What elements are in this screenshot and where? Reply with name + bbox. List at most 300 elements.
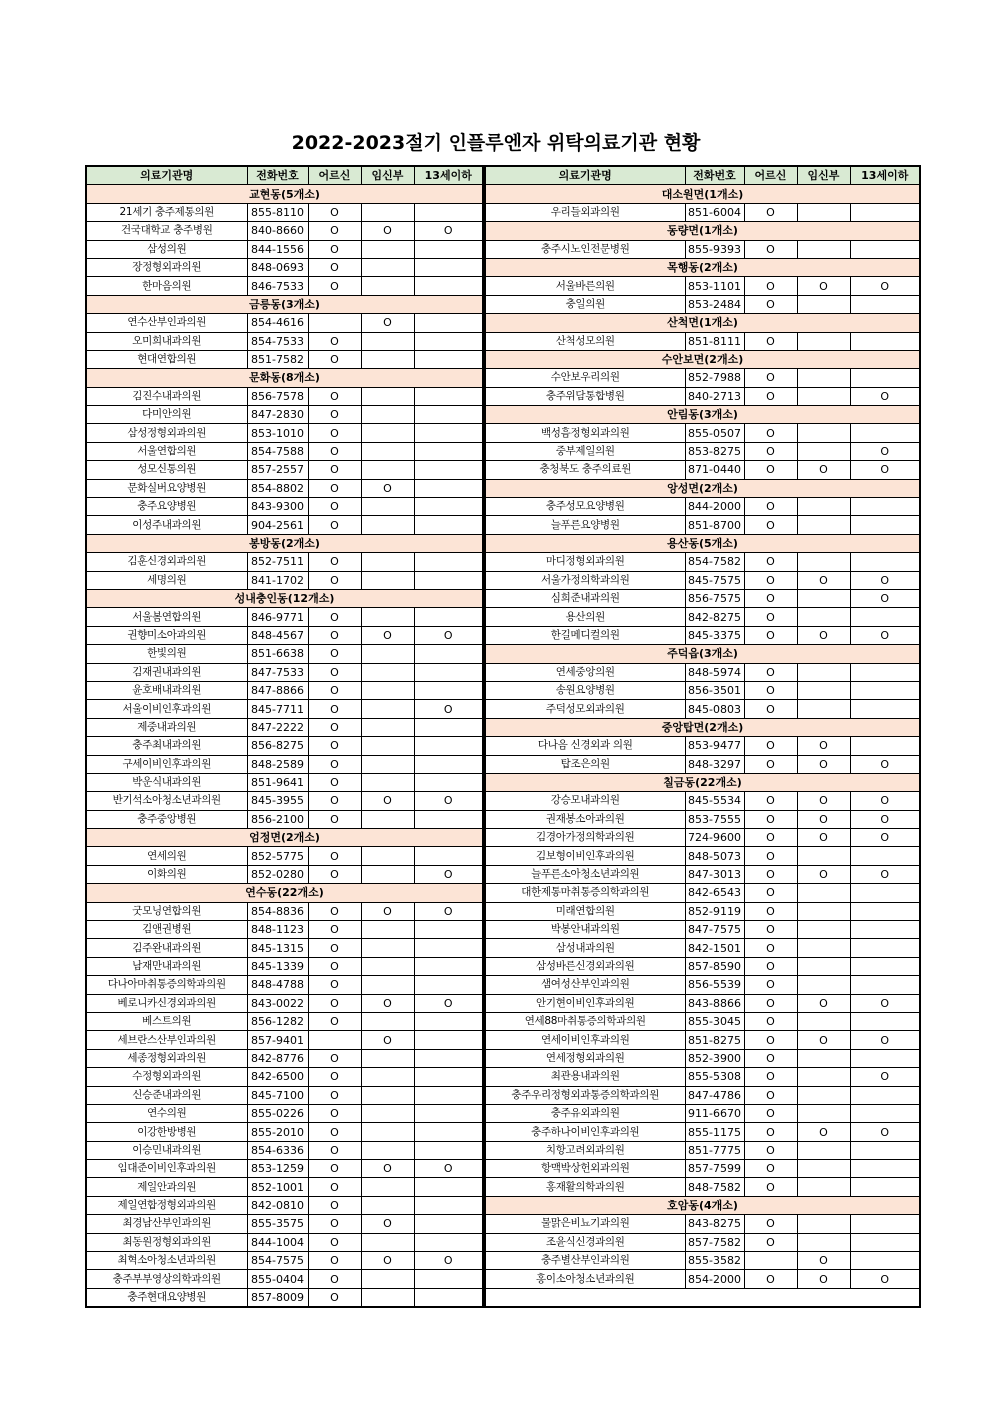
table-row [86,902,483,920]
table-row [485,203,920,221]
elderly-mark: O [744,755,797,773]
child-mark [414,810,483,828]
phone-number: 843-9300 [247,498,308,516]
table-row [86,332,483,350]
child-mark [850,1012,920,1030]
elderly-mark: O [308,461,361,479]
pregnant-mark: O [797,571,850,589]
section-row [86,369,483,387]
elderly-mark: O [308,810,361,828]
elderly-mark: O [744,1123,797,1141]
elderly-mark: O [744,1160,797,1178]
phone-number: 852-5775 [247,847,308,865]
hospital-name: 이강한방병원 [86,1123,247,1141]
pregnant-mark: O [797,277,850,295]
child-mark [414,1196,483,1214]
phone-number: 847-3013 [685,865,744,883]
child-mark [414,1178,483,1196]
phone-number: 845-7711 [247,700,308,718]
elderly-mark: O [308,921,361,939]
table-row [485,939,920,957]
phone-number: 848-3297 [685,755,744,773]
hospital-name: 현대연합의원 [86,350,247,368]
section-header: 주덕읍(3개소) [485,645,920,663]
hospital-name: 21세기 충주제통의원 [86,203,247,221]
elderly-mark: O [744,681,797,699]
hospital-name: 충주별산부인과의원 [485,1252,685,1270]
elderly-mark: O [744,1068,797,1086]
child-mark [414,1086,483,1104]
table-row [485,369,920,387]
elderly-mark: O [308,939,361,957]
pregnant-mark [361,240,414,258]
pregnant-mark [361,755,414,773]
phone-number: 854-7575 [247,1252,308,1270]
child-mark [850,976,920,994]
section-row [485,406,920,424]
table-row [86,1178,483,1196]
table-header-row [485,166,920,185]
child-mark [414,1215,483,1233]
pregnant-mark [797,553,850,571]
elderly-mark: O [744,976,797,994]
child-mark: O [414,994,483,1012]
elderly-mark: O [308,571,361,589]
child-mark [850,553,920,571]
phone-number: 854-6336 [247,1141,308,1159]
column-header-name: 의료기관명 [485,166,685,185]
phone-number: 854-2000 [685,1270,744,1288]
child-mark [414,479,483,497]
pregnant-mark [361,681,414,699]
phone-number: 845-1339 [247,957,308,975]
phone-number: 845-3375 [685,626,744,644]
hospital-name: 충주최내과의원 [86,737,247,755]
elderly-mark: O [744,461,797,479]
table-row [86,755,483,773]
phone-number: 857-8009 [247,1288,308,1307]
hospital-name: 서울연합의원 [86,442,247,460]
elderly-mark: O [744,295,797,313]
child-mark [850,1049,920,1067]
hospital-name: 이성주내과의원 [86,516,247,534]
child-mark [414,773,483,791]
phone-number: 856-5539 [685,976,744,994]
pregnant-mark [361,498,414,516]
child-mark [850,608,920,626]
section-header: 산척면(1개소) [485,314,920,332]
elderly-mark: O [744,829,797,847]
elderly-mark: O [308,1288,361,1307]
hospital-name: 연세88마취통증의학과의원 [485,1012,685,1030]
pregnant-mark [361,1178,414,1196]
hospital-name: 한마음의원 [86,277,247,295]
child-mark: O [850,626,920,644]
hospital-name: 세명의원 [86,571,247,589]
column-header-child: 13세이하 [850,166,920,185]
section-row [485,773,920,791]
child-mark: O [850,810,920,828]
pregnant-mark [361,1049,414,1067]
phone-number: 842-8275 [685,608,744,626]
table-row [485,1178,920,1196]
hospital-name: 김앤권병원 [86,921,247,939]
hospital-name: 충주현대요양병원 [86,1288,247,1307]
child-mark [414,498,483,516]
table-row [86,1196,483,1214]
hospital-name: 구세이비인후과의원 [86,755,247,773]
elderly-mark: O [744,608,797,626]
pregnant-mark: O [361,1215,414,1233]
table-row [86,1104,483,1122]
hospital-name: 김훈신경외과의원 [86,553,247,571]
pregnant-mark: O [797,1270,850,1288]
child-mark [414,1031,483,1049]
phone-number: 842-1501 [685,939,744,957]
section-header: 용산동(5개소) [485,534,920,552]
table-row [86,571,483,589]
phone-number: 847-2222 [247,718,308,736]
child-mark [850,1233,920,1251]
elderly-mark: O [744,884,797,902]
child-mark [414,350,483,368]
table-row [485,700,920,718]
child-mark [850,1104,920,1122]
elderly-mark: O [744,700,797,718]
table-row [86,957,483,975]
child-mark [414,553,483,571]
table-row [86,1141,483,1159]
pregnant-mark [361,571,414,589]
pregnant-mark [361,1086,414,1104]
phone-number: 857-9401 [247,1031,308,1049]
pregnant-mark [797,332,850,350]
table-row [86,737,483,755]
phone-number: 848-1123 [247,921,308,939]
child-mark [414,681,483,699]
elderly-mark: O [308,700,361,718]
pregnant-mark [361,1123,414,1141]
hospital-name: 충주위담통합병원 [485,387,685,405]
section-row [86,589,483,607]
phone-number: 855-0226 [247,1104,308,1122]
pregnant-mark: O [361,792,414,810]
table-row [485,424,920,442]
hospital-name: 우리들외과의원 [485,203,685,221]
hospital-name: 삼성바른신경외과의원 [485,957,685,975]
child-mark [414,258,483,276]
elderly-mark: O [308,608,361,626]
table-row [86,222,483,240]
elderly-mark: O [308,792,361,810]
elderly-mark: O [308,847,361,865]
table-row [485,553,920,571]
elderly-mark: O [308,1104,361,1122]
table-row [86,406,483,424]
phone-number: 853-1259 [247,1160,308,1178]
pregnant-mark [797,939,850,957]
section-row [485,185,920,203]
phone-number: 848-2589 [247,755,308,773]
table-row [485,884,920,902]
pregnant-mark: O [797,792,850,810]
child-mark [850,957,920,975]
child-mark [414,1233,483,1251]
child-mark [850,902,920,920]
pregnant-mark [797,498,850,516]
section-header: 대소원면(1개소) [485,185,920,203]
table-row [86,645,483,663]
elderly-mark: O [308,1233,361,1251]
table-row [86,1270,483,1288]
child-mark [414,1012,483,1030]
phone-number: 853-1010 [247,424,308,442]
phone-number: 856-7578 [247,387,308,405]
table-row [86,1215,483,1233]
hospital-name: 조윤식신경과의원 [485,1233,685,1251]
hospital-name: 삼성정형외과의원 [86,424,247,442]
hospital-name: 제중내과의원 [86,718,247,736]
elderly-mark: O [308,737,361,755]
blank-row [485,1288,920,1307]
section-header: 목행동(2개소) [485,258,920,276]
child-mark [850,498,920,516]
elderly-mark: O [744,589,797,607]
table-row [485,1270,920,1288]
hospital-name: 임대준이비인후과의원 [86,1160,247,1178]
phone-number: 848-5974 [685,663,744,681]
child-mark: O [414,700,483,718]
phone-number: 853-9477 [685,737,744,755]
pregnant-mark [361,553,414,571]
child-mark: O [850,387,920,405]
elderly-mark: O [744,387,797,405]
elderly-mark: O [744,240,797,258]
hospital-name: 늘푸른소아청소년과의원 [485,865,685,883]
pregnant-mark [361,718,414,736]
phone-number: 855-0507 [685,424,744,442]
pregnant-mark [797,1086,850,1104]
phone-number: 848-0693 [247,258,308,276]
phone-number: 871-0440 [685,461,744,479]
phone-number: 843-8275 [685,1215,744,1233]
pregnant-mark [797,847,850,865]
elderly-mark: O [744,424,797,442]
child-mark [414,406,483,424]
elderly-mark: O [308,1215,361,1233]
table-row [86,608,483,626]
phone-number: 840-8660 [247,222,308,240]
table-row [485,681,920,699]
table-row [86,387,483,405]
elderly-mark: O [308,350,361,368]
table-row [86,939,483,957]
hospital-name: 성모신통의원 [86,461,247,479]
hospital-table-left [85,165,484,1308]
phone-number: 855-8110 [247,203,308,221]
elderly-mark: O [308,406,361,424]
elderly-mark: O [308,626,361,644]
hospital-name: 신승준내과의원 [86,1086,247,1104]
elderly-mark: O [744,957,797,975]
elderly-mark: O [744,277,797,295]
pregnant-mark [361,442,414,460]
section-header: 호암동(4개소) [485,1196,920,1214]
child-mark: O [850,277,920,295]
hospital-name: 문화실버요양병원 [86,479,247,497]
pregnant-mark [361,976,414,994]
phone-number: 846-9771 [247,608,308,626]
table-row [485,461,920,479]
elderly-mark: O [308,1012,361,1030]
table-row [86,921,483,939]
child-mark [414,1123,483,1141]
child-mark [850,1178,920,1196]
phone-number: 855-0404 [247,1270,308,1288]
child-mark: O [414,626,483,644]
elderly-mark: O [744,939,797,957]
hospital-name: 연세의원 [86,847,247,865]
pregnant-mark: O [361,1160,414,1178]
table-row [86,479,483,497]
hospital-name: 김경아가정의학과의원 [485,829,685,847]
elderly-mark: O [308,663,361,681]
pregnant-mark [797,1012,850,1030]
column-header-pregnant: 임신부 [361,166,414,185]
pregnant-mark [361,865,414,883]
table-row [485,957,920,975]
elderly-mark: O [308,1160,361,1178]
child-mark: O [850,1123,920,1141]
pregnant-mark [797,240,850,258]
phone-number: 848-5073 [685,847,744,865]
phone-number: 842-6500 [247,1068,308,1086]
child-mark [850,700,920,718]
table-row [485,1068,920,1086]
elderly-mark: O [744,792,797,810]
hospital-name: 충주요양병원 [86,498,247,516]
column-header-phone: 전화번호 [247,166,308,185]
table-row [86,350,483,368]
hospital-name: 서울가정의학과의원 [485,571,685,589]
table-row [485,332,920,350]
section-row [485,350,920,368]
table-row [485,921,920,939]
elderly-mark: O [308,1270,361,1288]
elderly-mark: O [308,645,361,663]
hospital-name: 오미희내과의원 [86,332,247,350]
elderly-mark: O [744,847,797,865]
elderly-mark: O [308,1178,361,1196]
child-mark: O [414,1160,483,1178]
child-mark [850,203,920,221]
table-row [485,755,920,773]
pregnant-mark: O [361,314,414,332]
pregnant-mark [361,516,414,534]
pregnant-mark [797,516,850,534]
phone-number: 841-1702 [247,571,308,589]
elderly-mark [308,314,361,332]
hospital-name: 강승모내과의원 [485,792,685,810]
elderly-mark: O [308,1252,361,1270]
hospital-name: 중부제일의원 [485,442,685,460]
elderly-mark: O [744,810,797,828]
phone-number: 848-7582 [685,1178,744,1196]
phone-number: 845-7575 [685,571,744,589]
pregnant-mark [361,921,414,939]
child-mark [414,332,483,350]
elderly-mark: O [744,332,797,350]
hospital-name: 한빛의원 [86,645,247,663]
child-mark [850,847,920,865]
phone-number: 852-7511 [247,553,308,571]
phone-number: 847-7575 [685,921,744,939]
phone-number: 857-7599 [685,1160,744,1178]
elderly-mark: O [308,240,361,258]
pregnant-mark [361,387,414,405]
table-row [86,810,483,828]
pregnant-mark [361,700,414,718]
phone-number: 854-7588 [247,442,308,460]
elderly-mark: O [308,498,361,516]
pregnant-mark: O [797,461,850,479]
elderly-mark: O [308,1123,361,1141]
elderly-mark: O [744,663,797,681]
phone-number: 848-4788 [247,976,308,994]
table-row [485,608,920,626]
table-header-row [86,166,483,185]
table-row [485,1160,920,1178]
table-row [485,810,920,828]
table-row [485,1049,920,1067]
pregnant-mark [361,1270,414,1288]
table-row [485,865,920,883]
child-mark [414,608,483,626]
blank-cell [485,1288,920,1307]
phone-number: 854-8802 [247,479,308,497]
child-mark: O [850,994,920,1012]
child-mark [850,1215,920,1233]
column-header-name: 의료기관명 [86,166,247,185]
hospital-name: 탑조은의원 [485,755,685,773]
elderly-mark: O [308,1141,361,1159]
column-header-phone: 전화번호 [685,166,744,185]
hospital-name: 김주완내과의원 [86,939,247,957]
elderly-mark: O [308,1049,361,1067]
phone-number: 856-3501 [685,681,744,699]
phone-number: 851-6004 [685,203,744,221]
elderly-mark: O [744,203,797,221]
pregnant-mark [797,1104,850,1122]
hospital-name: 충청북도 충주의료원 [485,461,685,479]
pregnant-mark [361,406,414,424]
child-mark [414,957,483,975]
hospital-name: 장정형외과의원 [86,258,247,276]
section-row [485,645,920,663]
elderly-mark: O [308,865,361,883]
elderly-mark: O [744,442,797,460]
hospital-name: 다미안의원 [86,406,247,424]
table-row [86,240,483,258]
child-mark: O [850,442,920,460]
table-row [86,1252,483,1270]
hospital-name: 송원요양병원 [485,681,685,699]
elderly-mark: O [744,369,797,387]
child-mark [414,1288,483,1307]
phone-number: 857-2557 [247,461,308,479]
pregnant-mark [361,810,414,828]
table-row [86,1031,483,1049]
